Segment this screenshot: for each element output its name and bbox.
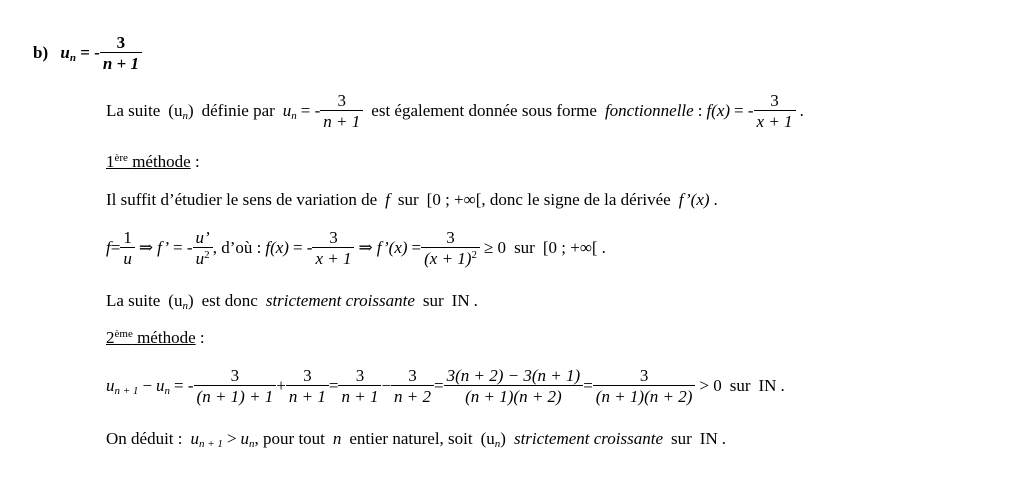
method1-num: 1	[106, 152, 115, 171]
formula2-frac-1: $\frac{3}{(n + 1) + 1}$	[194, 367, 277, 407]
part-num: 3	[116, 33, 126, 52]
intro-text2: définie par	[201, 100, 275, 120]
method2-heading: 2ème méthode :	[106, 328, 205, 347]
intro-un: u	[282, 100, 292, 120]
intro-fraction-1: $\frac{3}{n + 1}$	[320, 92, 363, 132]
final-strict: strictement croissante	[513, 429, 663, 448]
part-fraction	[100, 34, 142, 74]
formula2-frac-3: $\frac{3}{n + 1}$	[338, 367, 381, 407]
formula1-interval: [0 ; +∞[	[542, 237, 598, 257]
intro-fraction-2: $\frac{3}{x + 1}$	[754, 92, 796, 132]
formula1-frac-4: $\frac{3}{(x + 1)^2}$	[421, 229, 480, 269]
intro-text3: est également donnée sous forme	[371, 100, 597, 120]
method1-word: méthode	[132, 152, 191, 171]
formula2-N: IN	[758, 375, 777, 395]
formula2-frac-4: $\frac{3}{n + 2}$	[391, 367, 434, 407]
intro-fx: f(x)	[706, 100, 731, 120]
part-den: n + 1	[102, 54, 139, 74]
intro-text1: La suite	[106, 100, 161, 120]
part-eq: = -	[80, 42, 100, 62]
part-heading	[33, 34, 142, 74]
formula2-line: $u_{n + 1} - u_n$ = - $\frac{3}{(n + 1) + 1}$ + $\frac{3}{n + 1}$ = $\frac{3}{n + 1}$ − $\frac{3}{n + 2}$ = $\frac{3(n + 2) - 3(n + 1)}{(n + 1)(n + 2)}$ = $\frac{3}{(n + 1)(n + 2)}$ > 0 sur IN .	[106, 366, 785, 407]
suffit-interval: [0 ; +∞[	[426, 190, 482, 209]
intro-fonctionnelle: fonctionnelle	[604, 100, 694, 120]
part-lhs-var: u	[60, 42, 70, 62]
final-line: On déduit : $u_{n + 1} > u_n$, pour tout n entier naturel, soit $(u_n)$ strictement croissante sur IN .	[106, 429, 726, 450]
formula1-line: f= $\frac{1}{u}$ ⇒ f’ = - $\frac{u’}{u^2}$ , d’où : f(x) = - $\frac{3}{x + 1}$ ⇒ f’(x) = $\frac{3}{(x + 1)^2}$ ≥ 0 sur [0 ; +∞[ .	[106, 228, 606, 269]
formula2-frac-5: $\frac{3(n + 2) - 3(n + 1)}{(n + 1)(n + 2)}$	[444, 367, 584, 407]
method1-sup: ère	[114, 152, 128, 164]
method2-sup: ème	[114, 328, 133, 340]
method2-num: 2	[106, 328, 115, 347]
formula2-frac-2: $\frac{3}{n + 1}$	[286, 367, 329, 407]
intro-eq1: = -	[300, 100, 321, 120]
method2-word: méthode	[137, 328, 196, 347]
suffit-text1: Il suffit d’étudier le sens de variation de	[106, 190, 378, 209]
part-lhs-sub: n	[69, 51, 76, 64]
formula1-frac-2: $\frac{u’}{u^2}$	[193, 229, 213, 269]
intro-line: La suite $(u_n)$ définie par $u_n$ = - $\frac{3}{n + 1}$ est également donnée sous forme fonctionnelle : f(x) = - $\frac{3}{x + 1}$ .	[106, 91, 804, 132]
suffit-line: Il suffit d’étudier le sens de variation de f sur [0 ; +∞[, donc le signe de la dérivée f’(x) .	[106, 190, 718, 209]
intro-seq: $(u_n)$	[168, 100, 194, 122]
conclusion1-line: La suite $(u_n)$ est donc strictement croissante sur IN .	[106, 291, 478, 312]
conclusion1-N: IN	[451, 291, 470, 310]
final-N: IN	[699, 429, 718, 448]
conclusion1-strict: strictement croissante	[265, 291, 415, 310]
formula1-frac-3: $\frac{3}{x + 1}$	[312, 229, 354, 269]
part-label: b)	[33, 42, 49, 62]
formula2-frac-6: $\frac{3}{(n + 1)(n + 2)}$	[593, 367, 696, 407]
formula1-frac-1: $\frac{1}{u}$	[120, 229, 135, 269]
suffit-fprime: f’(x)	[678, 190, 710, 209]
method1-heading: 1ère méthode :	[106, 152, 200, 171]
